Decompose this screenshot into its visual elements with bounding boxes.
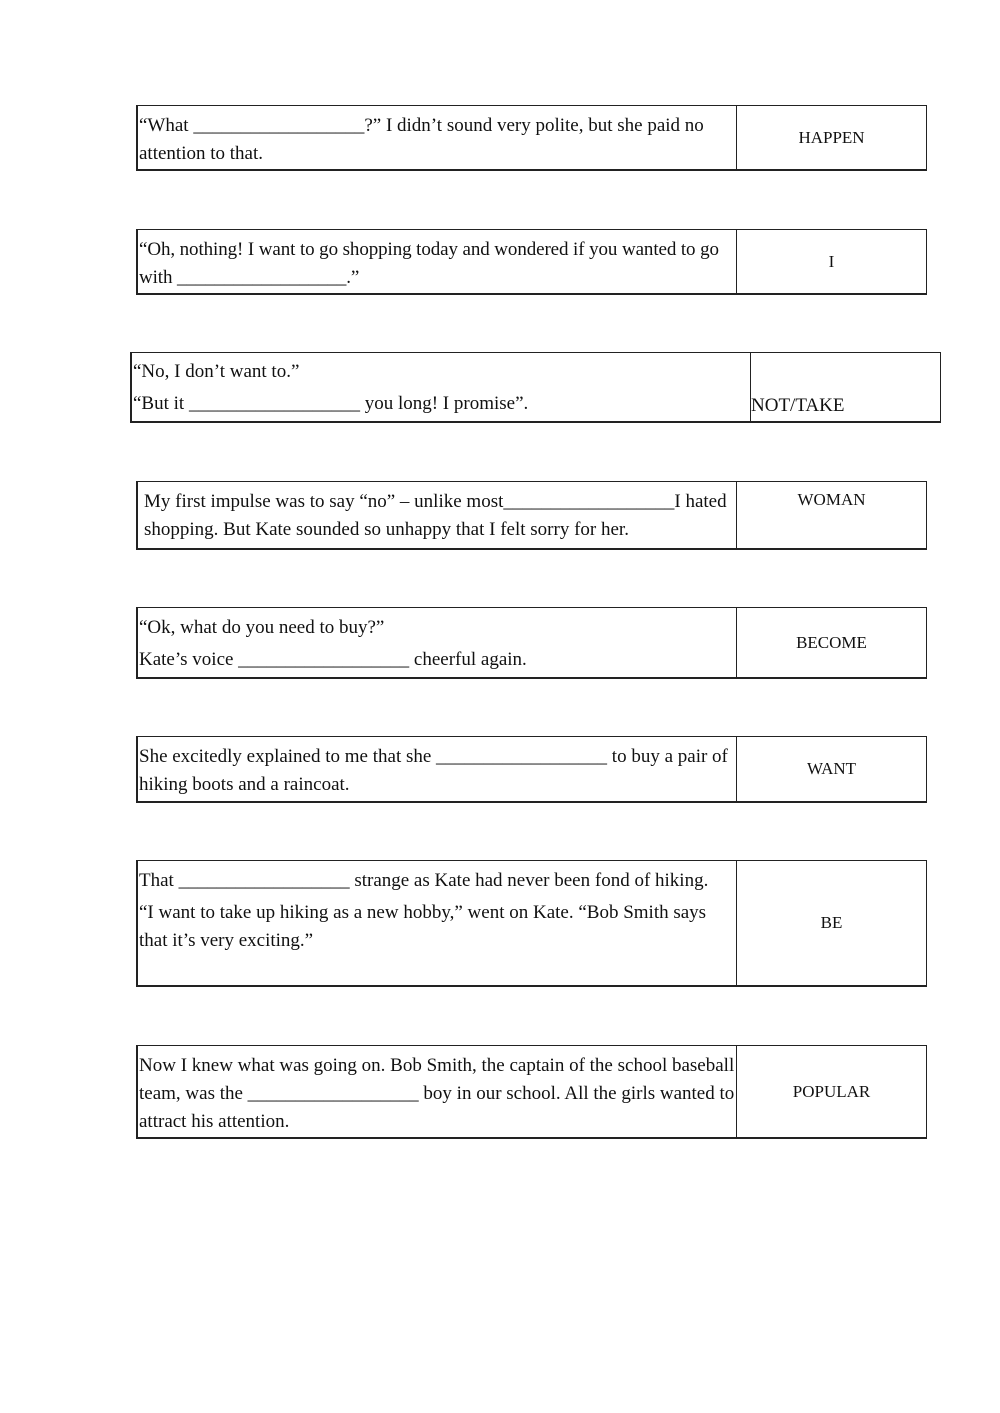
- keyword-cell: WANT: [806, 759, 857, 778]
- keyword-cell: HAPPEN: [798, 127, 865, 147]
- task-text: [132, 353, 751, 421]
- keyword-cell: WOMAN: [797, 490, 866, 509]
- task-text: [138, 106, 737, 169]
- task-sentence: That __________________ strange as Kate had never been fond of hiking.: [139, 870, 709, 891]
- task-text: [138, 737, 737, 801]
- task-row-6: [136, 736, 927, 803]
- task-text: [138, 1046, 737, 1137]
- task-sentence: Now I knew what was going on. Bob Smith, the captain of the school baseball team, was the __________________ boy in our school. All the girls wanted to attract his attention.: [139, 1055, 735, 1132]
- task-row-8: [136, 1045, 927, 1139]
- task-sentence: “I want to take up hiking as a new hobby,” went on Kate. “Bob Smith says that it’s very exciting.”: [139, 902, 707, 951]
- task-row-2: [136, 229, 927, 295]
- task-row-1: [136, 105, 927, 171]
- keyword-cell: BE: [820, 913, 843, 932]
- keyword-cell: POPULAR: [792, 1081, 871, 1101]
- task-row-3: [130, 352, 941, 423]
- task-sentence: “No, I don’t want to.”: [133, 361, 300, 382]
- task-sentence: “What __________________?” I didn’t sound very polite, but she paid no attention to that.: [139, 115, 704, 164]
- keyword-cell: I: [828, 251, 835, 271]
- task-sentence: Kate’s voice __________________ cheerful again.: [139, 649, 527, 670]
- task-sentence: “Oh, nothing! I want to go shopping today and wondered if you wanted to go with __________________.”: [139, 239, 719, 288]
- task-text: [138, 861, 737, 985]
- task-row-5: [136, 607, 927, 679]
- task-text: [138, 608, 737, 677]
- task-row-4: [136, 481, 927, 550]
- task-sentence: She excitedly explained to me that she __________________ to buy a pair of hiking boots and a raincoat.: [139, 746, 728, 795]
- keyword-cell: NOT/TAKE: [751, 395, 845, 416]
- task-row-7: [136, 860, 927, 987]
- task-sentence: My first impulse was to say “no” – unlike most__________________I hated shopping. But Kate sounded so unhappy that I felt sorry for her.: [144, 491, 727, 540]
- task-sentence: “But it __________________ you long! I promise”.: [133, 393, 529, 414]
- keyword-cell: BECOME: [796, 632, 867, 652]
- task-sentence: “Ok, what do you need to buy?”: [139, 617, 385, 638]
- task-text: [138, 230, 737, 293]
- task-text: [138, 482, 737, 548]
